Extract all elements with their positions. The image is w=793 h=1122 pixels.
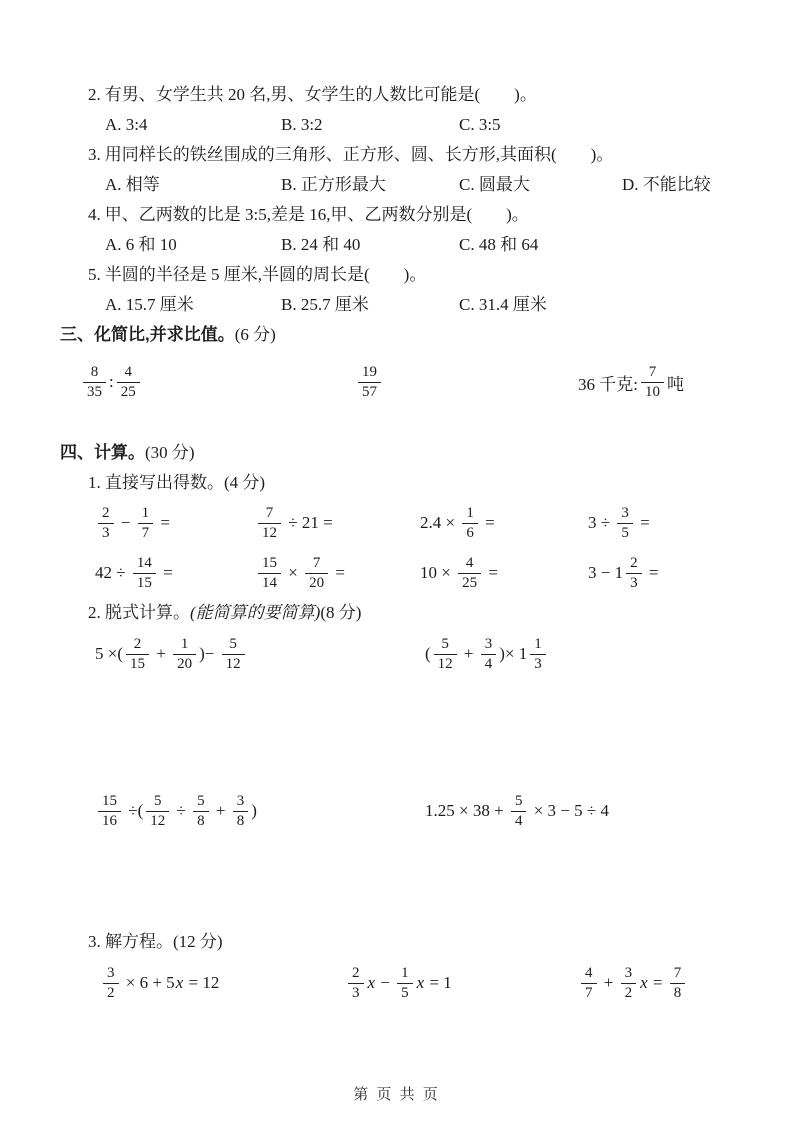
section-header bbox=[60, 320, 743, 350]
options-row bbox=[105, 290, 743, 320]
question-number: 2. bbox=[88, 85, 101, 104]
question-text bbox=[88, 200, 743, 230]
question-text bbox=[88, 260, 743, 290]
option-c: C. 3:5 bbox=[459, 115, 501, 134]
option-a: A. 15.7 厘米 bbox=[105, 295, 194, 314]
option-b: B. 25.7 厘米 bbox=[281, 295, 369, 314]
math-expression: $\frac{19}{57}$ bbox=[355, 365, 384, 400]
ratio-items-row bbox=[80, 354, 743, 410]
question-body: 半圆的半径是 5 厘米,半圆的周长是( )。 bbox=[104, 265, 427, 284]
question-block-4 bbox=[60, 200, 743, 260]
math-expression: $\frac{2}{3}$ x − $\frac{1}{5}$ x = 1 bbox=[345, 966, 452, 1001]
math-expression: $\frac{15}{14}$ × $\frac{7}{20}$ = bbox=[255, 556, 345, 591]
subsection-label bbox=[88, 598, 743, 628]
option-b: B. 24 和 40 bbox=[281, 235, 361, 254]
question-block-3 bbox=[60, 140, 743, 200]
equation-row bbox=[100, 957, 743, 1009]
subsection-label bbox=[88, 468, 743, 498]
math-expression: ( $\frac{5}{12}$ + $\frac{3}{4}$ )× 1 $\frac{1}{3}$ bbox=[425, 637, 549, 672]
question-body: 有男、女学生共 20 名,男、女学生的人数比可能是( )。 bbox=[104, 85, 537, 104]
question-text bbox=[88, 140, 743, 170]
math-expression: 3 − 1 $\frac{2}{3}$ = bbox=[588, 554, 659, 591]
question-number: 3. bbox=[88, 145, 101, 164]
options-row bbox=[105, 110, 743, 140]
option-a: A. 相等 bbox=[105, 175, 160, 194]
subsection-note: (能简算的要简算) bbox=[190, 603, 321, 622]
option-b: B. 3:2 bbox=[281, 115, 323, 134]
option-b: B. 正方形最大 bbox=[281, 175, 386, 194]
question-number: 4. bbox=[88, 205, 101, 224]
section-points: (6 分) bbox=[234, 325, 276, 344]
question-text bbox=[88, 80, 743, 110]
option-d: D. 不能比较 bbox=[622, 175, 711, 194]
subsection-points: (4 分) bbox=[224, 473, 266, 492]
subsection-direct-computation bbox=[60, 468, 743, 598]
expression-row bbox=[95, 548, 743, 598]
math-expression: 5 ×( $\frac{2}{15}$ + $\frac{1}{20}$ )− $\frac{5}{12}$ bbox=[95, 637, 248, 672]
section-header bbox=[60, 438, 743, 468]
section-points: (30 分) bbox=[145, 443, 195, 462]
option-a: A. 3:4 bbox=[105, 115, 148, 134]
math-expression: $\frac{8}{35}$ : $\frac{4}{25}$ bbox=[80, 365, 143, 400]
math-expression: $\frac{3}{2}$ × 6 + 5 x = 12 bbox=[100, 966, 219, 1001]
options-row bbox=[105, 230, 743, 260]
expression-row bbox=[95, 498, 743, 548]
math-expression: 1.25 × 38 + $\frac{5}{4}$ × 3 − 5 ÷ 4 bbox=[425, 792, 609, 829]
expression-row bbox=[95, 628, 743, 680]
math-expression: $\frac{2}{3}$ − $\frac{1}{7}$ = bbox=[95, 506, 170, 541]
question-body: 甲、乙两数的比是 3:5,差是 16,甲、乙两数分别是( )。 bbox=[104, 205, 529, 224]
math-expression: 10 × $\frac{4}{25}$ = bbox=[420, 554, 498, 591]
options-row bbox=[105, 170, 743, 200]
section-simplify-ratio bbox=[60, 320, 743, 410]
section-title: 三、化简比,并求比值。 bbox=[60, 325, 235, 344]
section-calculation bbox=[60, 438, 743, 1009]
subsection-label-text: 2. 脱式计算。 bbox=[88, 603, 190, 622]
page-footer: 第 页 共 页 bbox=[353, 1086, 440, 1103]
math-expression: 2.4 × $\frac{1}{6}$ = bbox=[420, 504, 495, 541]
math-expression: 36 千克: $\frac{7}{10}$ 吨 bbox=[578, 363, 684, 400]
question-body: 用同样长的铁丝围成的三角形、正方形、圆、长方形,其面积( )。 bbox=[104, 145, 614, 164]
math-expression: $\frac{4}{7}$ + $\frac{3}{2}$ x = $\frac{7}{8}$ bbox=[578, 966, 688, 1001]
subsection-solve-equations bbox=[60, 927, 743, 1009]
math-expression: 3 ÷ $\frac{3}{5}$ = bbox=[588, 504, 650, 541]
subsection-stepwise-computation bbox=[60, 598, 743, 837]
math-expression: 42 ÷ $\frac{14}{15}$ = bbox=[95, 554, 173, 591]
subsection-label-text: 1. 直接写出得数。 bbox=[88, 473, 224, 492]
expression-row bbox=[95, 785, 743, 837]
option-c: C. 圆最大 bbox=[459, 175, 530, 194]
subsection-points: (8 分) bbox=[320, 603, 362, 622]
math-expression: $\frac{7}{12}$ ÷ 21 = bbox=[255, 506, 333, 541]
section-title: 四、计算。 bbox=[60, 443, 145, 462]
question-block-2 bbox=[60, 80, 743, 140]
subsection-points: (12 分) bbox=[173, 932, 223, 951]
option-a: A. 6 和 10 bbox=[105, 235, 177, 254]
subsection-label bbox=[88, 927, 743, 957]
math-expression: $\frac{15}{16}$ ÷( $\frac{5}{12}$ ÷ $\frac{5}{8}$ + $\frac{3}{8}$ ) bbox=[95, 794, 257, 829]
option-c: C. 31.4 厘米 bbox=[459, 295, 547, 314]
question-block-5 bbox=[60, 260, 743, 320]
question-number: 5. bbox=[88, 265, 101, 284]
subsection-label-text: 3. 解方程。 bbox=[88, 932, 173, 951]
option-c: C. 48 和 64 bbox=[459, 235, 539, 254]
